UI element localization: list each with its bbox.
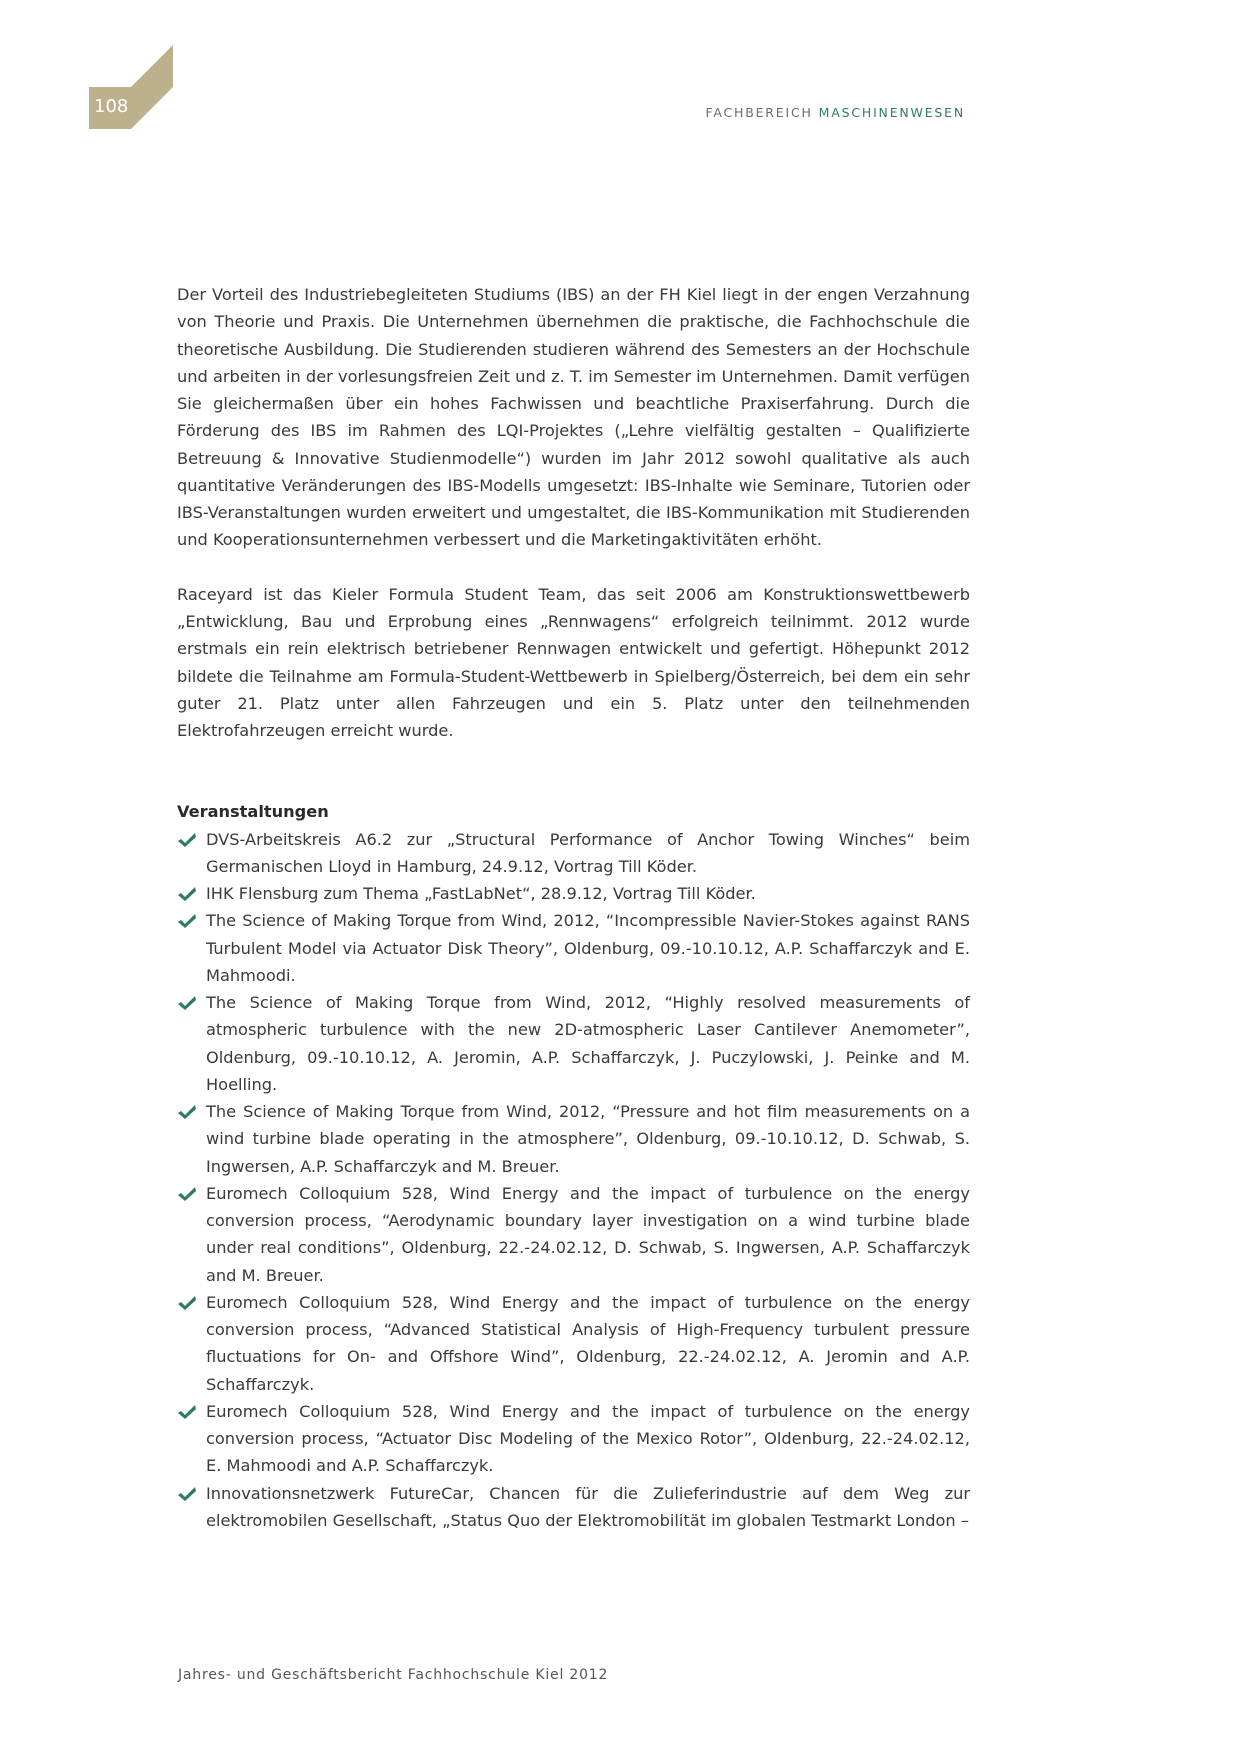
list-item-text: Euromech Colloquium 528, Wind Energy and the impact of turbulence on the energy conversion process, “Actuator Disc Modeling of the Mexico Rotor”, Oldenburg, 22.-24.02.12, E. Mahmoodi and A.P. Schaffarczyk. <box>206 1401 970 1476</box>
list-item-text: The Science of Making Torque from Wind, 2012, “Incompressible Navier-Stokes against RANS Turbulent Model via Actuator Disk Theory”, Oldenburg, 09.-10.10.12, A.P. Schaffarczyk and E. Mahmoodi. <box>206 911 970 985</box>
main-content <box>177 281 970 1534</box>
checkmark-icon <box>177 886 197 902</box>
checkmark-icon <box>177 995 197 1011</box>
list-item <box>177 1398 970 1480</box>
list-item-text: IHK Flensburg zum Thema „FastLabNet“, 28.9.12, Vortrag Till Köder. <box>206 884 756 903</box>
page-number: 108 <box>94 96 129 117</box>
list-item <box>177 880 970 907</box>
list-item <box>177 989 970 1098</box>
paragraph-raceyard: Raceyard ist das Kieler Formula Student Team, das seit 2006 am Konstruktionswettbewerb „Entwicklung, Bau und Erprobung eines „Rennwagens“ erfolgreich teilnimmt. 2012 wurde erstmals ein rein elektrisch betriebener Rennwagen entwickelt und gefertigt. Höhepunkt 2012 bildete die Teilnahme am Formula-Student-Wettbewerb in Spielberg/Österreich, bei dem ein sehr guter 21. Platz unter allen Fahrzeugen und ein 5. Platz unter den teilnehmenden Elektrofahrzeugen erreicht wurde. <box>177 584 970 740</box>
events-list <box>177 826 970 1535</box>
header-accent: MASCHINENWESEN <box>818 105 965 120</box>
page-footer: Jahres- und Geschäftsbericht Fachhochschule Kiel 2012 <box>178 1667 609 1683</box>
checkmark-icon <box>177 1104 197 1120</box>
checkmark-icon <box>177 832 197 848</box>
list-item <box>177 1098 970 1180</box>
list-item <box>177 1480 970 1535</box>
list-item-text: Innovationsnetzwerk FutureCar, Chancen für die Zulieferindustrie auf dem Weg zur elektromobilen Gesellschaft, „Status Quo der Elektromobilität im globalen Testmarkt London – <box>206 1483 970 1530</box>
list-item <box>177 1289 970 1398</box>
list-item-text: Euromech Colloquium 528, Wind Energy and the impact of turbulence on the energy conversion process, “Advanced Statistical Analysis of High-Frequency turbulent pressure fluctuations for On- and Offshore Wind”, Oldenburg, 22.-24.02.12, A. Jeromin and A.P. Schaffarczyk. <box>206 1292 970 1394</box>
checkmark-icon <box>177 1295 197 1311</box>
list-item-text: The Science of Making Torque from Wind, 2012, “Highly resolved measurements of atmospheric turbulence with the new 2D-atmospheric Laser Cantilever Anemometer”, Oldenburg, 09.-10.10.12, A. Jeromin, A.P. Schaffarczyk, J. Puczylowski, J. Peinke and M. Hoelling. <box>206 993 970 1094</box>
list-item <box>177 826 970 881</box>
list-item <box>177 1180 970 1289</box>
list-item <box>177 907 970 989</box>
list-item-text: The Science of Making Torque from Wind, 2012, “Pressure and hot film measurements on a wind turbine blade operating in the atmosphere”, Oldenburg, 09.-10.10.12, D. Schwab, S. Ingwersen, A.P. Schaffarczyk and M. Breuer. <box>206 1102 970 1176</box>
checkmark-icon <box>177 1186 197 1202</box>
list-item-text: DVS-Arbeitskreis A6.2 zur „Structural Performance of Anchor Towing Winches“ beim Germanischen Lloyd in Hamburg, 24.9.12, Vortrag Till Köder. <box>206 829 970 876</box>
section-header <box>706 105 966 120</box>
events-heading: Veranstaltungen <box>177 802 329 822</box>
checkmark-icon <box>177 1404 197 1420</box>
checkmark-icon <box>177 1486 197 1502</box>
checkmark-icon <box>177 913 197 929</box>
header-prefix: FACHBEREICH <box>705 105 813 120</box>
list-item-text: Euromech Colloquium 528, Wind Energy and the impact of turbulence on the energy conversion process, “Aerodynamic boundary layer investigation on a wind turbine blade under real conditions”, Oldenburg, 22.-24.02.12, D. Schwab, S. Ingwersen, A.P. Schaffarczyk and M. Breuer. <box>206 1183 970 1285</box>
paragraph-ibs: Der Vorteil des Industriebegleiteten Studiums (IBS) an der FH Kiel liegt in der engen Verzahnung von Theorie und Praxis. Die Unternehmen übernehmen die praktische, die Fachhochschule die theoretische Ausbildung. Die Studierenden studieren während des Semesters an der Hochschule und arbeiten in der vorlesungsfreien Zeit und z. T. im Semester im Unternehmen. Damit verfügen Sie gleichermaßen über ein hohes Fachwissen und beachtliche Praxiserfahrung. Durch die Förderung des IBS im Rahmen des LQI-Projektes („Lehre vielfältig gestalten – Qualifizierte Betreuung & Innovative Studienmodelle“) wurden im Jahr 2012 sowohl qualitative als auch quantitative Veränderungen des IBS-Modells umgesetzt: IBS-Inhalte wie Seminare, Tutorien oder IBS-Veranstaltungen wurden erweitert und umgestaltet, die IBS-Kommunikation mit Studierenden und Kooperationsunternehmen verbessert und die Marketingaktivitäten erhöht. <box>177 285 970 550</box>
